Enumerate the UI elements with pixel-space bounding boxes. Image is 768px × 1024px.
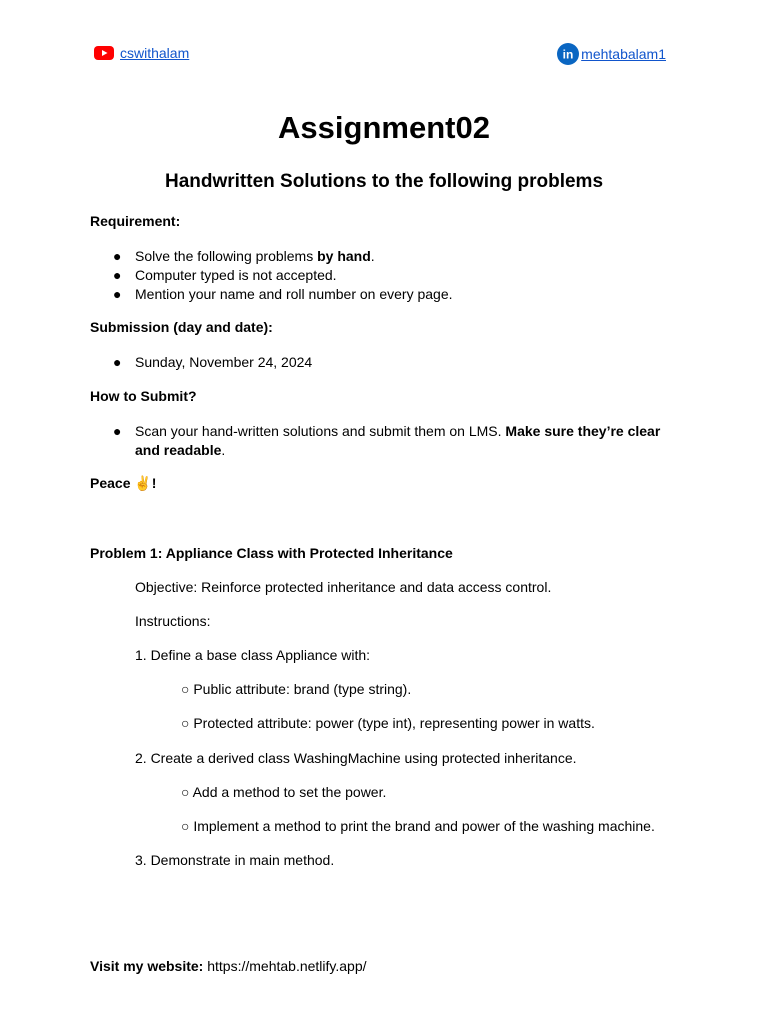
linkedin-handle[interactable]: mehtabalam1 bbox=[581, 46, 666, 62]
footer bbox=[90, 958, 367, 974]
requirement-heading: Requirement: bbox=[90, 213, 181, 229]
how-to-submit-bold: Make sure they’re clear and readable bbox=[135, 423, 661, 458]
requirement-item-2 bbox=[113, 266, 673, 285]
problem-1-step-1b: ○ Protected attribute: power (type int), representing power in watts. bbox=[181, 715, 595, 731]
problem-1-instructions-label: Instructions: bbox=[135, 613, 211, 629]
problem-1-step-2: 2. Create a derived class WashingMachine using protected inheritance. bbox=[135, 750, 577, 766]
how-to-submit-heading: How to Submit? bbox=[90, 388, 197, 404]
bullet-icon: ● bbox=[113, 248, 122, 264]
youtube-handle[interactable]: cswithalam bbox=[120, 45, 190, 61]
requirement-item-text: Mention your name and roll number on every page. bbox=[135, 286, 453, 302]
problem-1-objective: Objective: Reinforce protected inheritance and data access control. bbox=[135, 579, 552, 595]
problem-1-step-2a: ○ Add a method to set the power. bbox=[181, 784, 387, 800]
page-title: Assignment02 bbox=[278, 110, 490, 145]
submission-heading: Submission (day and date): bbox=[90, 319, 273, 335]
submission-date-item bbox=[113, 353, 673, 372]
problem-1-step-1a: ○ Public attribute: brand (type string). bbox=[181, 681, 412, 697]
youtube-icon bbox=[94, 46, 114, 60]
requirement-item-1 bbox=[113, 247, 673, 266]
how-to-submit-text: Scan your hand-written solutions and submit them on LMS. bbox=[135, 423, 506, 439]
how-to-submit-after: . bbox=[221, 442, 226, 458]
bullet-icon: ● bbox=[113, 267, 122, 283]
youtube-link[interactable] bbox=[94, 45, 189, 61]
page-subtitle: Handwritten Solutions to the following problems bbox=[164, 171, 604, 192]
linkedin-icon bbox=[557, 43, 579, 65]
how-to-submit-item bbox=[113, 422, 673, 460]
problem-1-heading: Problem 1: Appliance Class with Protected Inheritance bbox=[90, 545, 453, 561]
bullet-icon: ● bbox=[113, 354, 122, 370]
footer-label: Visit my website: bbox=[90, 958, 204, 974]
problem-1-step-3: 3. Demonstrate in main method. bbox=[135, 852, 335, 868]
requirement-item-text: Computer typed is not accepted. bbox=[135, 267, 337, 283]
problem-1-step-1: 1. Define a base class Appliance with: bbox=[135, 647, 371, 663]
bullet-icon: ● bbox=[113, 286, 122, 302]
requirement-item-3 bbox=[113, 285, 673, 304]
requirement-item-bold: by hand bbox=[317, 248, 371, 264]
peace-text: Peace ✌! bbox=[90, 475, 157, 491]
requirement-item-text: Solve the following problems bbox=[135, 248, 318, 264]
submission-date: Sunday, November 24, 2024 bbox=[135, 354, 313, 370]
svg-text:in: in bbox=[562, 47, 574, 62]
bullet-icon: ● bbox=[113, 423, 122, 439]
problem-1-step-2b: ○ Implement a method to print the brand and power of the washing machine. bbox=[181, 818, 655, 834]
linkedin-link[interactable] bbox=[557, 43, 666, 65]
website-url[interactable]: https://mehtab.netlify.app/ bbox=[207, 958, 367, 974]
requirement-item-after: . bbox=[370, 248, 375, 264]
